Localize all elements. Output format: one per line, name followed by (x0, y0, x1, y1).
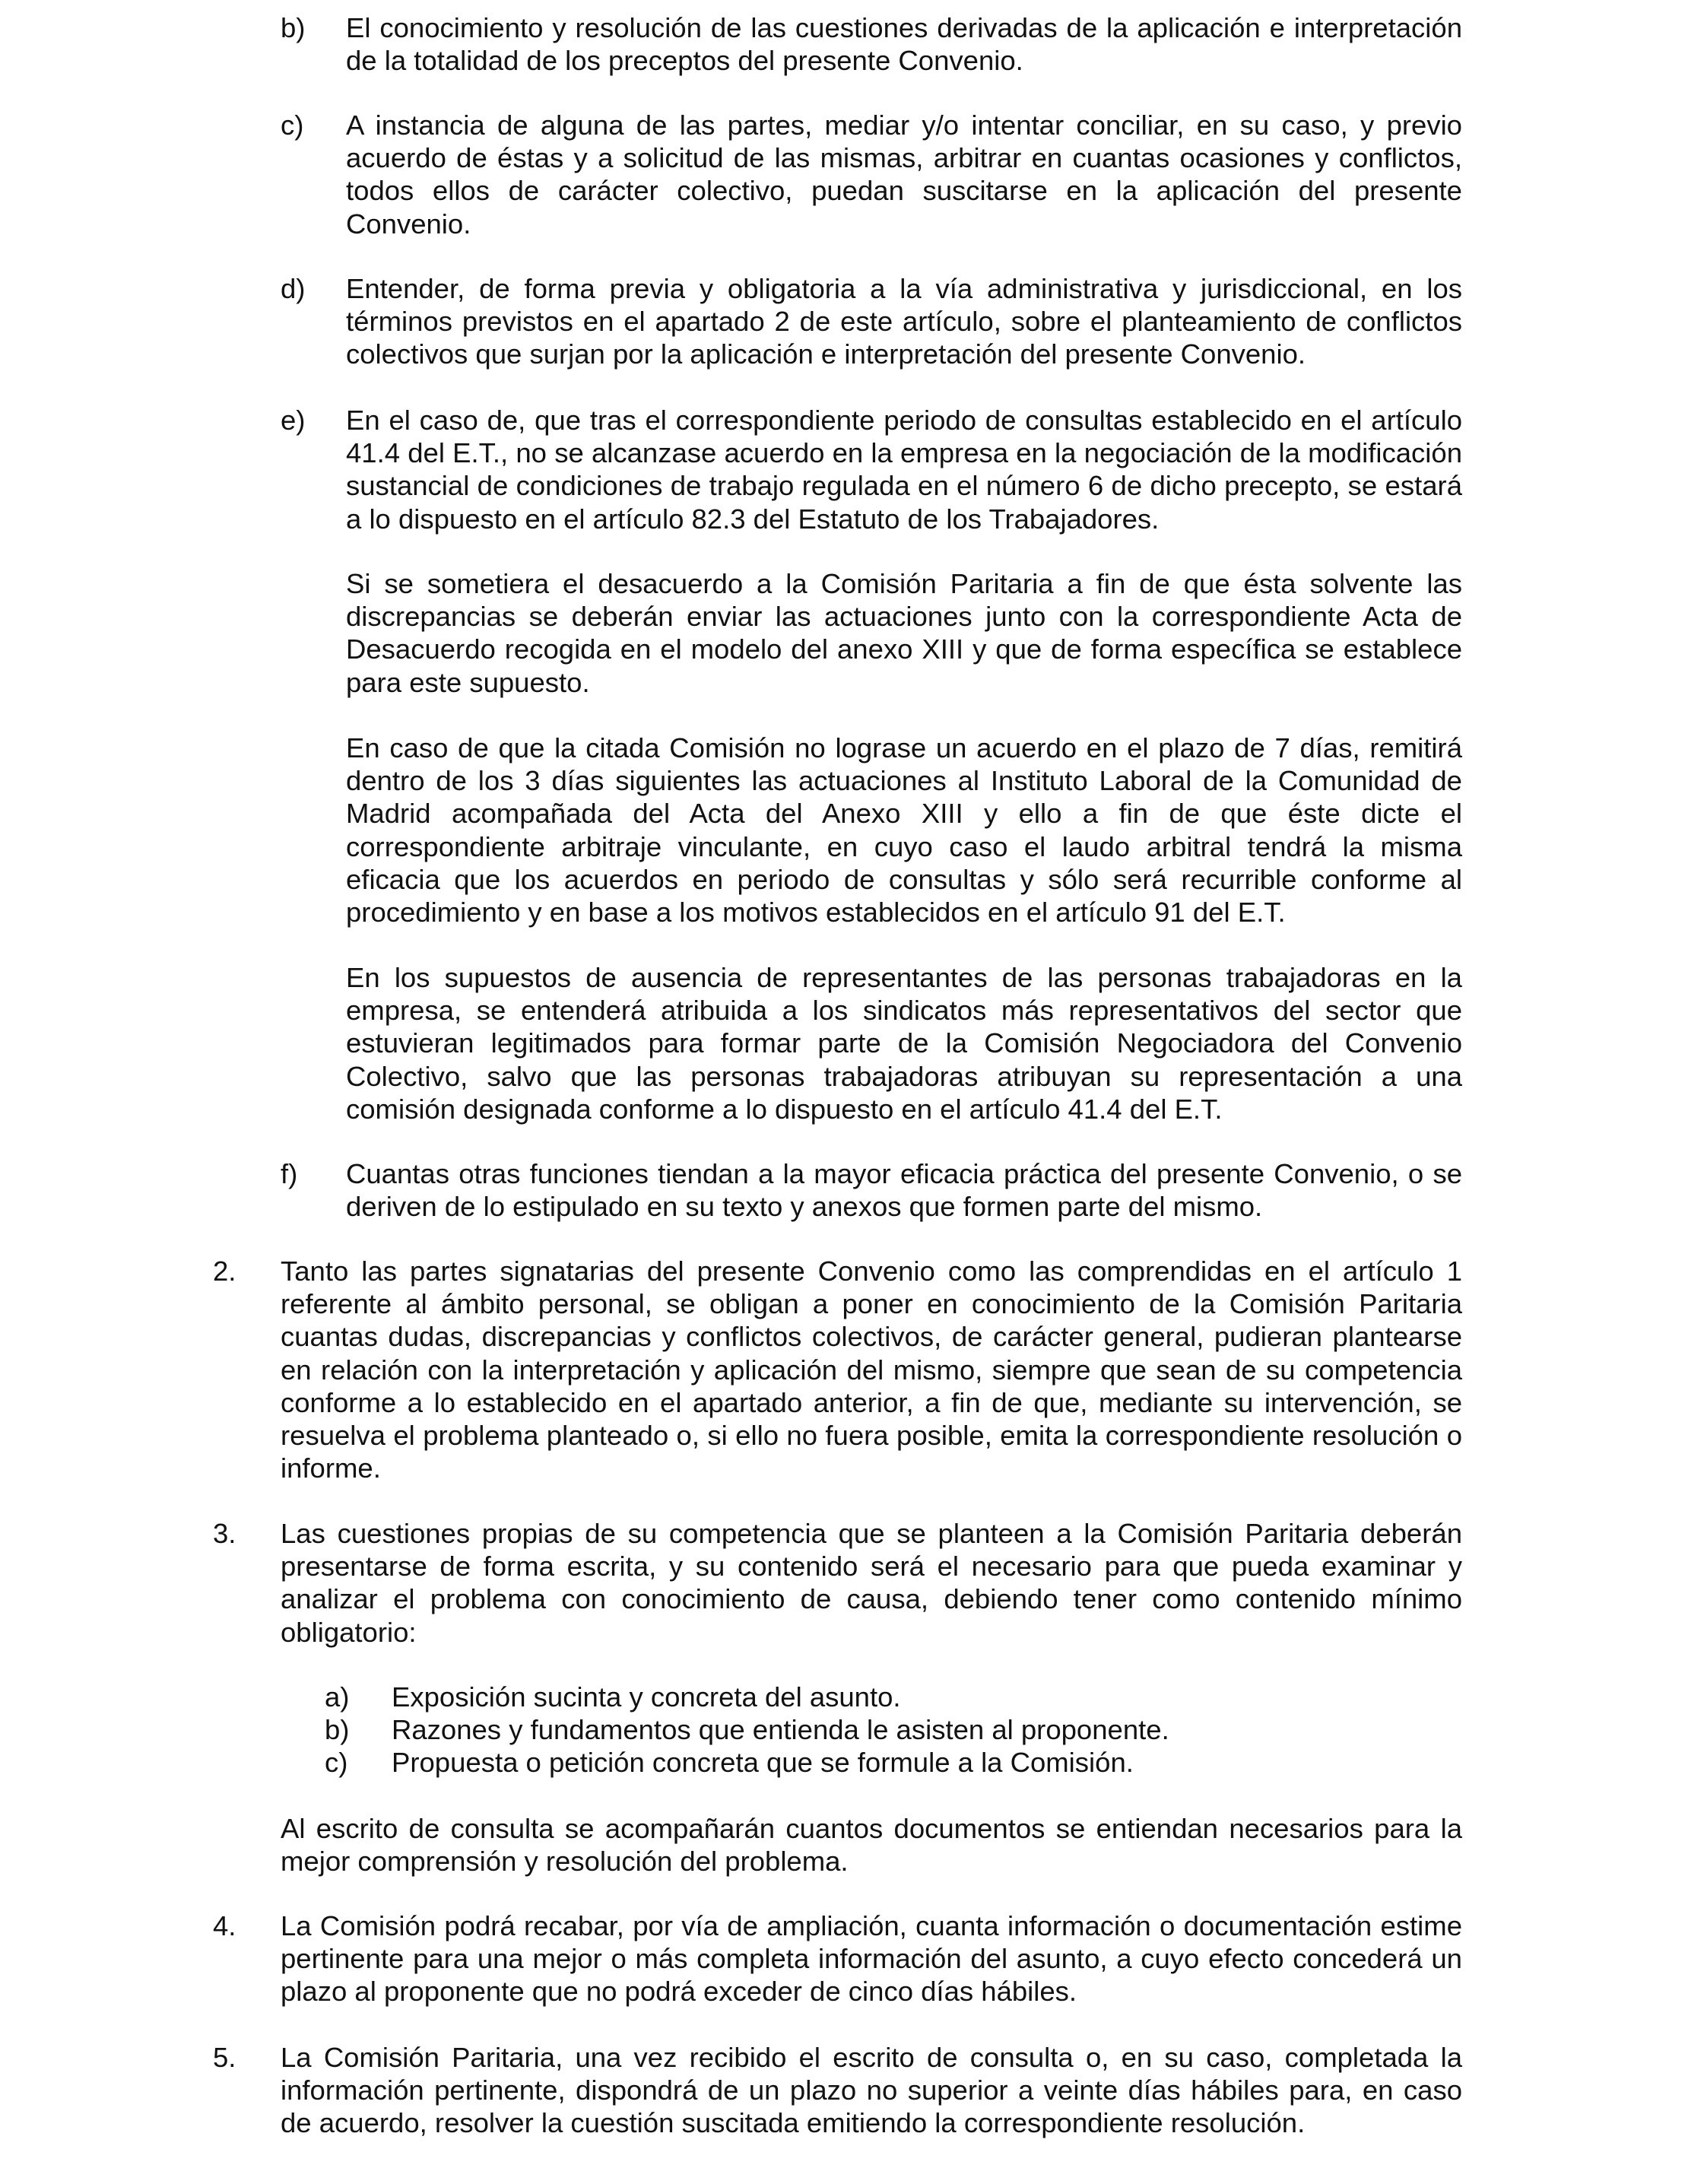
list-label: c) (281, 110, 304, 141)
paragraph-3-closing: Al escrito de consulta se acompañarán cuantos documentos se entiendan necesarios para la mejor comprensión y resolución del problema. (281, 1813, 1462, 1878)
list-text: En el caso de, que tras el correspondiente periodo de consultas establecido en el artículo 41.4 del E.T., no se alcanzase acuerdo en la empresa en la negociación de la modificación sustancial de condiciones de trabajo regulada en el número 6 de dicho precepto, se estará a lo dispuesto en el artículo 82.3 del Estatuto de los Trabajadores. (346, 405, 1462, 535)
list-label: e) (281, 405, 306, 436)
list-text: Cuantas otras funciones tiendan a la mayor eficacia práctica del presente Convenio, o se deriven de lo estipulado en su texto y anexos que formen parte del mismo. (346, 1158, 1462, 1223)
numbered-text: La Comisión podrá recabar, por vía de ampliación, cuanta información o documentación estime pertinente para una mejor o más completa información del asunto, a cuyo efecto concederá un plazo al proponente que no podrá exceder de cinco días hábiles. (281, 1910, 1462, 2008)
numbered-label: 3. (213, 1518, 236, 1549)
numbered-text: La Comisión Paritaria, una vez recibido el escrito de consulta o, en su caso, completada la información pertinente, dispondrá de un plazo no superior a veinte días hábiles para, en caso de acuerdo, resolver la cuestión suscitada emitiendo la correspondiente resolución. (281, 2042, 1462, 2139)
numbered-text: Las cuestiones propias de su competencia que se planteen a la Comisión Paritaria deberán presentarse de forma escrita, y su contenido será el necesario para que pueda examinar y analizar el problema con conocimiento de causa, debiendo tener como contenido mínimo obligatorio: (281, 1518, 1462, 1648)
numbered-text: Tanto las partes signatarias del presente Convenio como las comprendidas en el artículo 1 referente al ámbito personal, se obligan a poner en conocimiento de la Comisión Paritaria cuantas dudas, discrepancias y conflictos colectivos, de carácter general, pudieran plantearse en relación con la interpretación y aplicación del mismo, siempre que sean de su competencia conforme a lo establecido en el apartado anterior, a fin de que, mediante su intervención, se resuelva el problema planteado o, si ello no fuera posible, emita la correspondiente resolución o informe. (281, 1255, 1462, 1484)
inner-list-label: c) (325, 1747, 348, 1778)
numbered-label: 5. (213, 2042, 236, 2073)
list-label: f) (281, 1158, 298, 1189)
list-label: b) (281, 12, 306, 43)
paragraph-e-2: En caso de que la citada Comisión no lograse un acuerdo en el plazo de 7 días, remitirá dentro de los 3 días siguientes las actuaciones al Instituto Laboral de la Comunidad de Madrid acompañada del Acta del Anexo XIII y ello a fin de que éste dicte el correspondiente arbitraje vinculante, en cuyo caso el laudo arbitral tendrá la misma eficacia que los acuerdos en periodo de consultas y sólo será recurrible conforme al procedimiento y en base a los motivos establecidos en el artículo 91 del E.T. (346, 732, 1462, 929)
inner-list-text: Exposición sucinta y concreta del asunto. (392, 1681, 901, 1713)
list-text: A instancia de alguna de las partes, mediar y/o intentar conciliar, en su caso, y previo acuerdo de éstas y a solicitud de las mismas, arbitrar en cuantas ocasiones y conflictos, todos ellos de carácter colectivo, puedan suscitarse en la aplicación del presente Convenio. (346, 110, 1462, 240)
inner-list-text: Propuesta o petición concreta que se formule a la Comisión. (392, 1747, 1134, 1778)
list-label: d) (281, 273, 306, 304)
inner-list-label: a) (325, 1681, 350, 1713)
paragraph-e-1: Si se sometiera el desacuerdo a la Comisión Paritaria a fin de que ésta solvente las discrepancias se deberán enviar las actuaciones junto con la correspondiente Acta de Desacuerdo recogida en el modelo del anexo XIII y que de forma específica se establece para este supuesto. (346, 568, 1462, 698)
numbered-label: 2. (213, 1255, 236, 1287)
list-text: El conocimiento y resolución de las cuestiones derivadas de la aplicación e interpretación de la totalidad de los preceptos del presente Convenio. (346, 12, 1462, 77)
inner-list-label: b) (325, 1714, 350, 1745)
inner-list-text: Razones y fundamentos que entienda le asisten al proponente. (392, 1714, 1169, 1745)
numbered-label: 4. (213, 1910, 236, 1941)
paragraph-e-3: En los supuestos de ausencia de representantes de las personas trabajadoras en la empresa, se entenderá atribuida a los sindicatos más representativos del sector que estuvieran legitimados para formar parte de la Comisión Negociadora del Convenio Colectivo, salvo que las personas trabajadoras atribuyan su representación a una comisión designada conforme a lo dispuesto en el artículo 41.4 del E.T. (346, 962, 1462, 1125)
list-text: Entender, de forma previa y obligatoria a la vía administrativa y jurisdiccional, en los términos previstos en el apartado 2 de este artículo, sobre el planteamiento de conflictos colectivos que surjan por la aplicación e interpretación del presente Convenio. (346, 273, 1462, 370)
